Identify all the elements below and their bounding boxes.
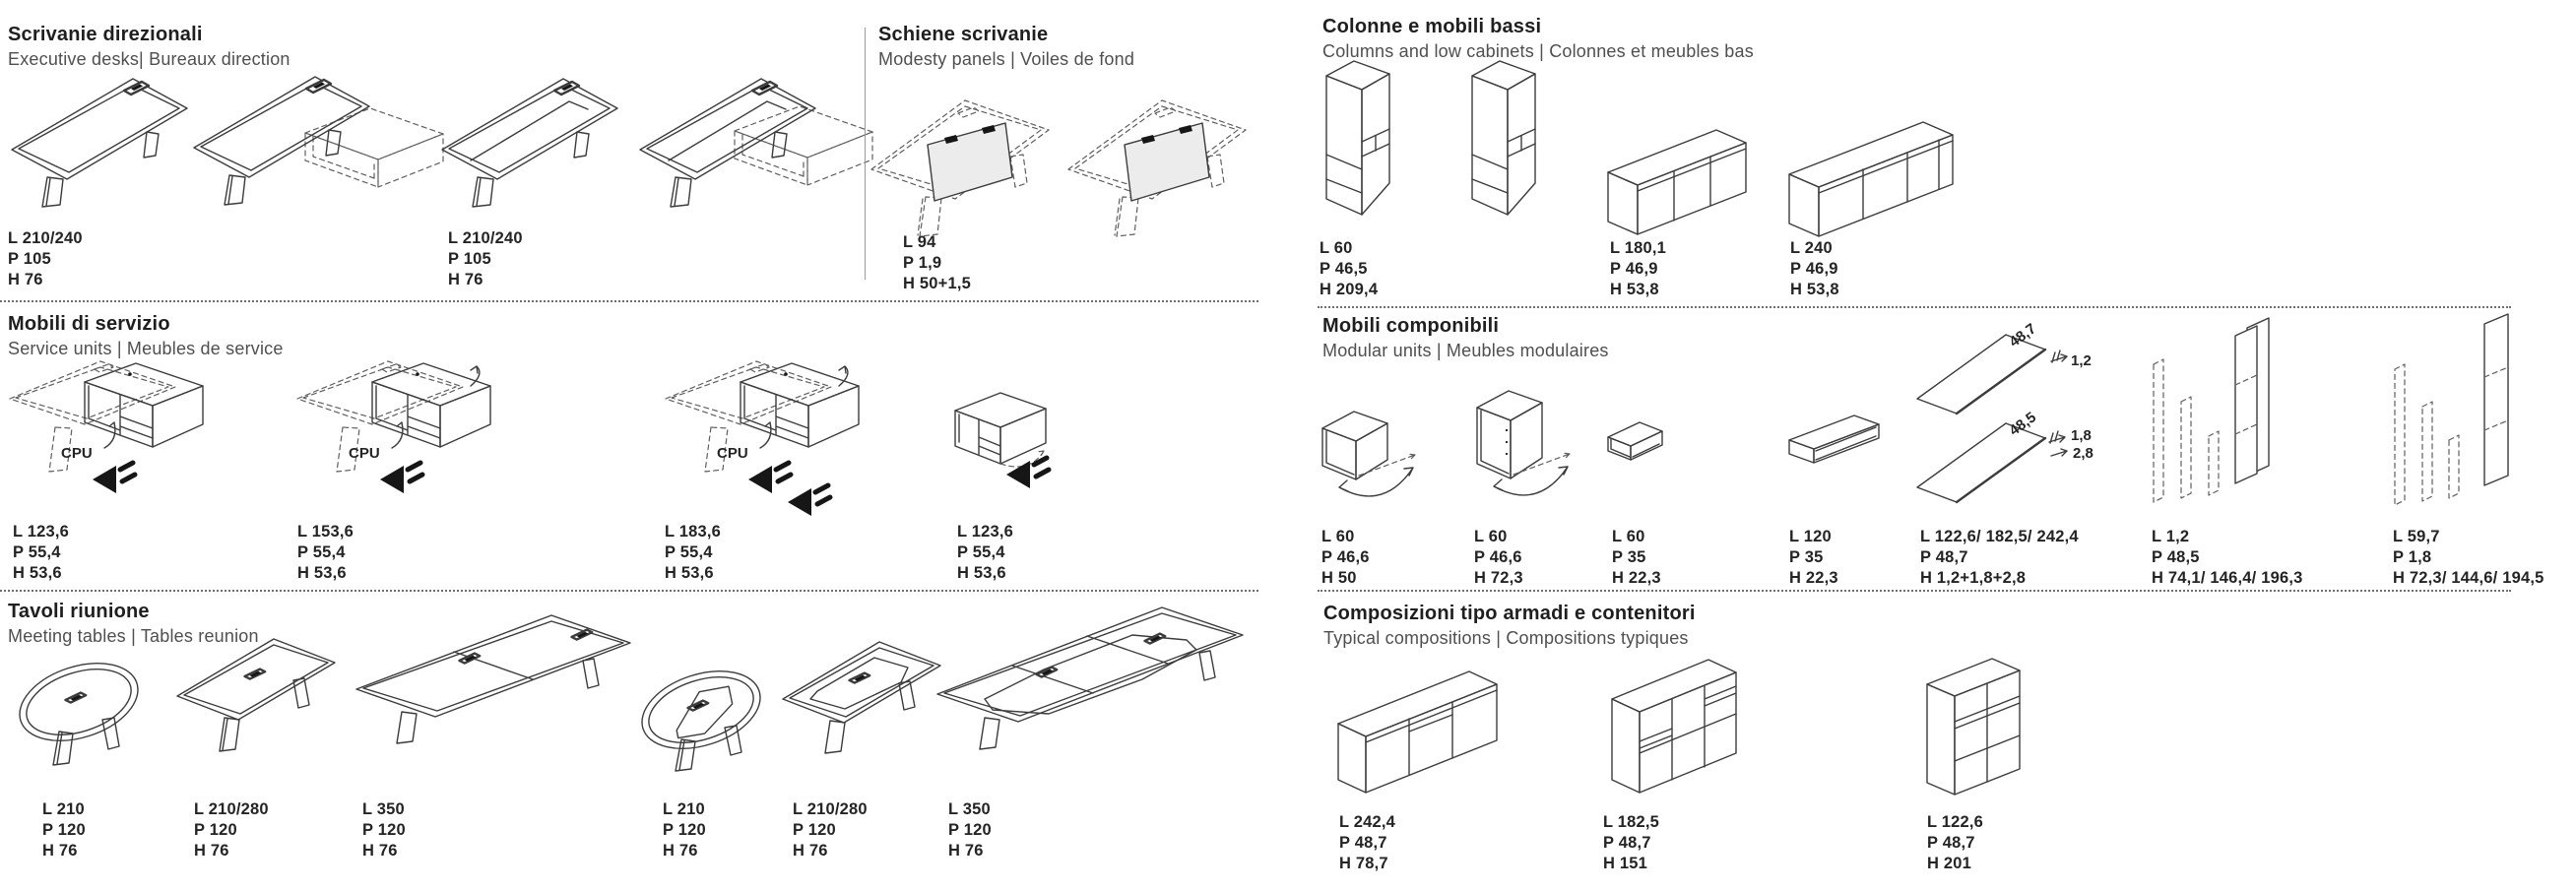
section-title-modular-units: Mobili componibili — [1322, 315, 1500, 337]
dim-line: P 46,6 — [1474, 548, 1522, 566]
dim-line: P 105 — [8, 250, 51, 268]
dims-column — [1320, 238, 1378, 300]
dim-line: P 1,9 — [903, 254, 942, 272]
dim-line: H 72,3/ 144,6/ 194,5 — [2393, 569, 2544, 587]
dims-modular-1 — [1321, 527, 1370, 589]
dim-line: H 53,8 — [1610, 281, 1659, 298]
dim-line: H 209,4 — [1320, 281, 1379, 298]
dim-line: H 50 — [1321, 569, 1357, 587]
annotation-bottom-thickness-1: 1,8 — [2071, 427, 2092, 444]
dim-line: P 120 — [663, 821, 706, 839]
section-title-compositions: Composizioni tipo armadi e contenitori — [1323, 603, 1696, 624]
dims-service-unit-1 — [13, 522, 69, 584]
dim-line: H 53,6 — [957, 564, 1006, 582]
executive-desks-drawing — [0, 54, 886, 241]
dim-line: H 53,6 — [297, 564, 347, 582]
dim-line: P 46,5 — [1320, 260, 1368, 278]
dims-service-unit-2 — [297, 522, 354, 584]
dims-modular-7 — [2393, 527, 2544, 589]
dim-line: H 76 — [663, 842, 698, 860]
dim-line: H 78,7 — [1339, 855, 1388, 872]
cabinet-solo-drawing — [955, 393, 1049, 488]
dim-line: L 120 — [1789, 528, 1832, 545]
dim-line: P 48,7 — [1927, 834, 1975, 852]
dim-line: L 350 — [948, 800, 991, 818]
dims-modesty-panel — [903, 232, 971, 294]
cube-unit-drawing — [1322, 412, 1415, 496]
tall-column-drawing-1 — [1326, 61, 1389, 215]
section-subtitle-columns: Columns and low cabinets | Colonnes et meubles bas — [1322, 41, 1754, 61]
low-cabinet-4door-drawing — [1789, 122, 1953, 236]
divider-dotted — [1318, 590, 2511, 592]
dims-low-cabinet-4door — [1790, 238, 1839, 300]
modular-units-drawing — [1315, 310, 2576, 527]
dims-meeting-table-1 — [42, 799, 86, 861]
dim-line: H 1,2+1,8+2,8 — [1920, 569, 2027, 587]
dim-line: P 35 — [1612, 548, 1646, 566]
dim-line: P 1,8 — [2393, 548, 2432, 566]
typical-compositions-drawing — [1315, 605, 2102, 881]
dim-line: P 120 — [793, 821, 836, 839]
section-title-columns: Colonne e mobili bassi — [1322, 16, 1542, 37]
dims-service-unit-3 — [665, 522, 721, 584]
rect-table-drawing — [177, 639, 335, 751]
dim-line: H 50+1,5 — [903, 275, 972, 292]
dim-line: L 350 — [362, 800, 405, 818]
modesty-panels-drawing — [867, 54, 1280, 241]
dim-line: H 72,3 — [1474, 569, 1523, 587]
dim-line: L 153,6 — [297, 523, 354, 541]
dim-line: L 242,4 — [1339, 813, 1396, 831]
dim-line: H 22,3 — [1612, 569, 1661, 587]
section-subtitle-modesty-panels: Modesty panels | Voiles de fond — [878, 49, 1135, 69]
tall-cabinet-drawing — [1927, 659, 2020, 795]
dim-line: P 120 — [42, 821, 86, 839]
columns-low-cabinets-drawing — [1315, 49, 2004, 246]
dim-line: L 60 — [1321, 528, 1355, 545]
dim-line: H 151 — [1603, 855, 1648, 872]
dim-line: L 182,5 — [1603, 813, 1660, 831]
dim-line: H 53,8 — [1790, 281, 1839, 298]
long-table-inner-drawing — [937, 607, 1243, 749]
dims-composition-2 — [1603, 812, 1659, 874]
desk-with-return-drawing — [194, 77, 443, 205]
dim-line: H 76 — [42, 842, 78, 860]
dims-composition-1 — [1339, 812, 1395, 874]
long-table-drawing — [356, 615, 630, 743]
dim-line: P 48,7 — [1339, 834, 1387, 852]
dim-line: P 120 — [362, 821, 406, 839]
dim-line: H 76 — [448, 271, 483, 288]
meeting-tables-drawing — [0, 596, 1280, 778]
dim-line: P 55,4 — [13, 543, 61, 561]
dim-line: P 55,4 — [957, 543, 1005, 561]
dim-line: L 210/280 — [194, 800, 269, 818]
dim-line: L 94 — [903, 233, 936, 251]
dim-line: P 46,9 — [1610, 260, 1658, 278]
dim-line: P 46,9 — [1790, 260, 1838, 278]
dim-line: H 76 — [362, 842, 398, 860]
tall-column-drawing-2 — [1472, 61, 1535, 215]
dim-line: P 120 — [194, 821, 237, 839]
catalog-page: CPU Scrivanie direzionali Executive desks| Bureaux direction L 210/240 P 105 H 76 L 210/240 P 105 H 76 Schiene scrivanie Modesty panels | Voiles de fond L 94 P 1,9 H 50+1,5 Mobili di servizio Service units | Meubles de service L 123,6 P 55,4 H 53,6 L 153,6 P 55,4 H 53,6 L 183,6 P 55,4 H 53,6 L 123,6 P 55,4 H 53,6 Tavoli riunione Meeting tables | Tables reunion L 210 P 120 H 76 L 210/280 P 120 H 76 L 350 P 120 H 76 L 210 P 120 H 76 L 210/280 P 120 H 76 L 350 P 120 H 76 Colonne e mobili bassi Columns and low cabinets | Colonnes et meubles bas L 60 P 46,5 H 209,4 L 180,1 P 46,9 H 53,8 L 240 P 46,9 H 53,8 Mobili componibili Modular units | Meubles modulaires 48,7 1,2 48,5 1,8 2,8 L 60 P 46,6 H 50 L 60 P 46,6 H 72,3 L 60 P 35 H 22,3 L 120 P 35 H 22,3 L 122,6/ 182,5/ 242,4 P 48,7 H 1,2+1,8+2,8 L 1,2 P 48,5 H 74,1/ 146,4/ 196,3 L 59,7 P 1,8 H 72,3/ 144,6/ 194,5 Composizioni tipo armadi e contenitori Typical compositions | Compositions typiques L 242,4 P 48,7 H 78,7 L 182,5 P 48,7 H 151 L 122,6 P 48,7 H 201 — [0, 0, 2576, 892]
slanted-tops-drawing — [1917, 320, 2093, 502]
dim-line: L 59,7 — [2393, 528, 2440, 545]
dim-line: L 123,6 — [957, 523, 1014, 541]
dim-line: L 122,6 — [1927, 813, 1984, 831]
dim-line: P 35 — [1789, 548, 1824, 566]
modesty-panel-drawing-1 — [871, 100, 1049, 236]
dims-modular-5 — [1920, 527, 2079, 589]
dims-meeting-table-5 — [793, 799, 868, 861]
section-subtitle-meeting-tables: Meeting tables | Tables reunion — [8, 626, 259, 646]
annotation-bottom-length: 48,5 — [2006, 409, 2039, 440]
dims-composition-3 — [1927, 812, 1983, 874]
dim-line: L 210 — [663, 800, 705, 818]
dims-meeting-table-3 — [362, 799, 406, 861]
long-open-box-drawing — [1789, 415, 1879, 463]
dim-line: H 201 — [1927, 855, 1972, 872]
oval-table-drawing — [10, 650, 148, 765]
tall-unit-drawing — [1477, 391, 1570, 495]
dim-line: H 74,1/ 146,4/ 196,3 — [2152, 569, 2303, 587]
small-open-box-drawing — [1608, 422, 1662, 460]
dim-line: L 60 — [1474, 528, 1508, 545]
dim-line: L 180,1 — [1610, 239, 1667, 257]
service-unit-drawing-3 — [666, 361, 859, 516]
dim-line: P 46,6 — [1321, 548, 1370, 566]
divider-dotted — [0, 300, 1258, 302]
divider-dotted — [0, 590, 1258, 592]
dim-line: L 240 — [1790, 239, 1833, 257]
dims-meeting-table-4 — [663, 799, 706, 861]
dim-line: L 210/240 — [448, 229, 523, 247]
service-unit-drawing-1 — [10, 361, 203, 493]
dim-line: L 122,6/ 182,5/ 242,4 — [1920, 528, 2079, 545]
dim-line: H 53,6 — [665, 564, 714, 582]
service-units-drawing — [0, 354, 1260, 532]
upright-panels-drawing-1 — [2154, 318, 2269, 502]
oval-table-inner-drawing — [632, 658, 770, 771]
dim-line: L 210/240 — [8, 229, 83, 247]
dims-modular-3 — [1612, 527, 1661, 589]
dim-line: H 76 — [194, 842, 229, 860]
dim-line: L 210 — [42, 800, 85, 818]
annotation-top-length: 48,7 — [2006, 320, 2039, 351]
dims-modular-6 — [2152, 527, 2303, 589]
desk-plain-drawing — [12, 79, 187, 207]
dims-modular-4 — [1789, 527, 1838, 589]
desk-angled-with-return-drawing — [640, 79, 872, 207]
dim-line: L 60 — [1320, 239, 1353, 257]
annotation-bottom-thickness-2: 2,8 — [2073, 445, 2093, 462]
sideboard-drawing — [1338, 671, 1497, 793]
dim-line: P 120 — [948, 821, 992, 839]
annotation-top-thickness: 1,2 — [2071, 352, 2092, 369]
dim-line: L 123,6 — [13, 523, 70, 541]
dims-meeting-table-2 — [194, 799, 269, 861]
dim-line: H 76 — [948, 842, 984, 860]
dim-line: P 48,5 — [2152, 548, 2200, 566]
dim-line: H 22,3 — [1789, 569, 1838, 587]
section-title-service-units: Mobili di servizio — [8, 313, 170, 335]
dim-line: H 53,6 — [13, 564, 62, 582]
dims-meeting-table-6 — [948, 799, 992, 861]
dim-line: P 48,7 — [1603, 834, 1651, 852]
dim-line: L 60 — [1612, 528, 1645, 545]
dims-executive-desk-2 — [448, 228, 523, 290]
dims-executive-desk-1 — [8, 228, 83, 290]
section-subtitle-service-units: Service units | Meubles de service — [8, 339, 284, 358]
dim-line: P 48,7 — [1920, 548, 1968, 566]
modesty-panel-drawing-2 — [1068, 100, 1246, 236]
dim-line: L 210/280 — [793, 800, 868, 818]
section-subtitle-modular-units: Modular units | Meubles modulaires — [1322, 341, 1609, 360]
low-cabinet-3door-drawing — [1608, 130, 1746, 234]
section-title-modesty-panels: Schiene scrivanie — [878, 24, 1049, 45]
dim-line: P 55,4 — [297, 543, 346, 561]
dim-line: H 76 — [8, 271, 43, 288]
desk-angled-drawing — [442, 79, 617, 207]
vertical-divider — [865, 28, 866, 280]
dim-line: H 76 — [793, 842, 828, 860]
dim-line: P 55,4 — [665, 543, 713, 561]
dim-line: L 1,2 — [2152, 528, 2190, 545]
section-subtitle-compositions: Typical compositions | Compositions typiques — [1323, 628, 1689, 648]
dim-line: L 183,6 — [665, 523, 722, 541]
service-unit-drawing-2 — [297, 361, 490, 493]
section-title-meeting-tables: Tavoli riunione — [8, 601, 150, 622]
divider-dotted — [1318, 306, 2511, 308]
upright-panels-drawing-2 — [2395, 314, 2508, 505]
section-title-executive-desks: Scrivanie direzionali — [8, 24, 203, 45]
section-subtitle-executive-desks: Executive desks| Bureaux direction — [8, 49, 290, 69]
dims-service-unit-4 — [957, 522, 1013, 584]
mid-cabinet-drawing — [1612, 660, 1736, 793]
dim-line: P 105 — [448, 250, 491, 268]
dims-modular-2 — [1474, 527, 1523, 589]
rect-table-inner-drawing — [783, 642, 940, 753]
dims-low-cabinet-3door — [1610, 238, 1666, 300]
